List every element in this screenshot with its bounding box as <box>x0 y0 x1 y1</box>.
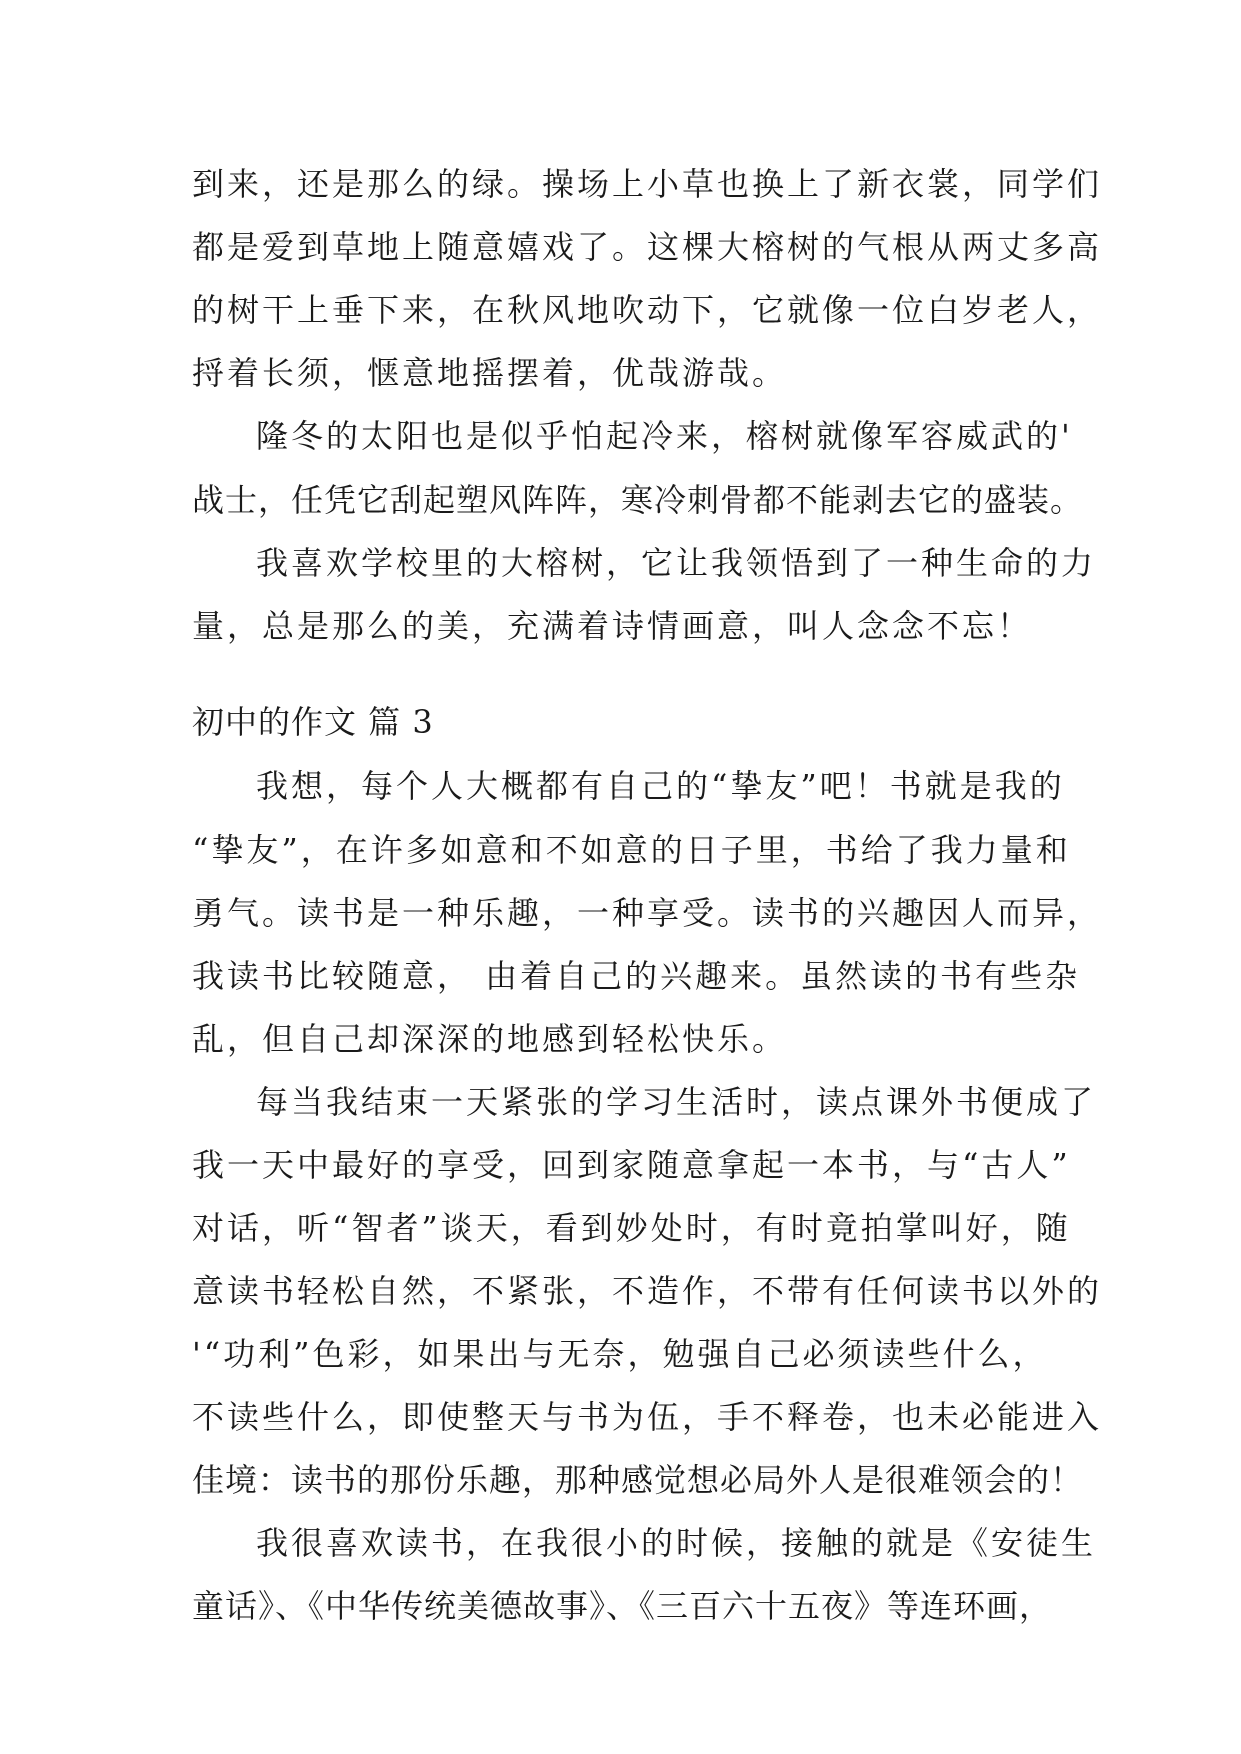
text-line: 到来，还是那么的绿。操场上小草也换上了新衣裳，同学们 <box>192 165 1103 203</box>
text-line: “挚友”，在许多如意和不如意的日子里，书给了我力量和 <box>192 831 1071 869</box>
text-line: 对话，听“智者”谈天，看到妙处时，有时竟拍掌叫好，随 <box>192 1209 1071 1247</box>
text-line: 勇气。读书是一种乐趣，一种享受。读书的兴趣因人而异， <box>192 894 1103 932</box>
text-line: 我喜欢学校里的大榕树，它让我领悟到了一种生命的力 <box>256 544 1097 582</box>
text-line: 捋着长须，惬意地摇摆着，优哉游哉。 <box>192 354 788 392</box>
text-line: 我想，每个人大概都有自己的“挚友”吧！书就是我的 <box>256 767 1065 805</box>
text-line: 都是爱到草地上随意嬉戏了。这棵大榕树的气根从两丈多高 <box>192 228 1103 266</box>
text-line: 童话》、《中华传统美德故事》、《三百六十五夜》等连环画， <box>192 1587 1053 1625</box>
text-line: 每当我结束一天紧张的学习生活时，读点课外书便成了 <box>256 1083 1097 1121</box>
text-line: 隆冬的太阳也是似乎怕起冷来，榕树就像军容威武的' <box>256 417 1073 455</box>
text-line: 战士，任凭它刮起塑风阵阵，寒冷刺骨都不能剥去它的盛装。 <box>192 481 1084 519</box>
text-line: 佳境：读书的那份乐趣，那种感觉想必局外人是很难领会的！ <box>192 1461 1084 1499</box>
text-line: 量，总是那么的美，充满着诗情画意，叫人念念不忘！ <box>192 607 1033 645</box>
text-line: 我一天中最好的享受，回到家随意拿起一本书，与“古人” <box>192 1146 1071 1184</box>
text-line: '“功利”色彩，如果出与无奈，勉强自己必须读些什么， <box>192 1335 1048 1373</box>
text-line: 的树干上垂下来，在秋风地吹动下，它就像一位白岁老人， <box>192 291 1103 329</box>
section-title: 初中的作文 篇 3 <box>192 703 434 741</box>
text-line: 我读书比较随意， 由着自己的兴趣来。虽然读的书有些杂 <box>192 957 1081 995</box>
text-line: 意读书轻松自然，不紧张，不造作，不带有任何读书以外的 <box>192 1272 1103 1310</box>
text-line: 乱，但自己却深深的地感到轻松快乐。 <box>192 1020 788 1058</box>
text-line: 不读些什么，即使整天与书为伍，手不释卷，也未必能进入 <box>192 1398 1103 1436</box>
text-line: 我很喜欢读书，在我很小的时候，接触的就是《安徒生 <box>256 1524 1097 1562</box>
